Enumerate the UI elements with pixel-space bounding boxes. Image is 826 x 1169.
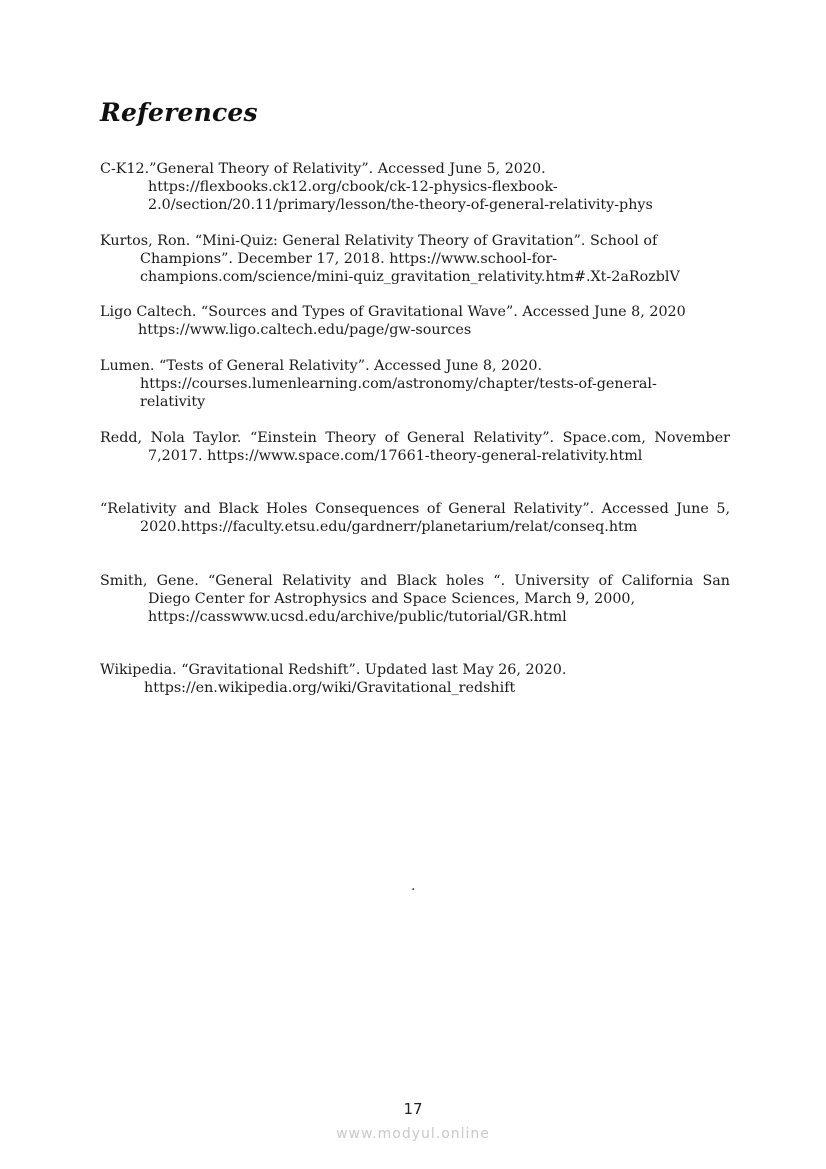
reference-link[interactable]: 7,2017. https://www.space.com/17661-theory-general-relativity.html: [148, 448, 643, 464]
reference-line: Smith, Gene. “General Relativity and Black holes “. University of California San: [100, 573, 730, 589]
reference-entry-ck12: [100, 160, 730, 214]
reference-entry-kurtos: [100, 232, 730, 286]
reference-line: Redd, Nola Taylor. “Einstein Theory of General Relativity”. Space.com, November: [100, 430, 730, 446]
reference-line: Wikipedia. “Gravitational Redshift”. Updated last May 26, 2020.: [100, 662, 567, 678]
page-title: References: [100, 98, 258, 127]
reference-entry-ligo-caltech: [100, 303, 730, 339]
reference-entry-etsu: [100, 500, 730, 536]
reference-link[interactable]: champions.com/science/mini-quiz_gravitation_relativity.htm#.Xt-2aRozblV: [140, 269, 680, 285]
reference-line: Diego Center for Astrophysics and Space Sciences, March 9, 2000,: [148, 591, 636, 607]
reference-link[interactable]: https://flexbooks.ck12.org/cbook/ck-12-physics-flexbook-: [148, 179, 558, 195]
reference-entry-smith: [100, 572, 730, 626]
reference-line[interactable]: Champions”. December 17, 2018. https://www.school-for-: [140, 251, 558, 267]
reference-link[interactable]: https://courses.lumenlearning.com/astronomy/chapter/tests-of-general-: [140, 376, 657, 392]
reference-entry-redd: [100, 429, 730, 465]
reference-entry-wikipedia: [100, 661, 730, 697]
reference-line: Kurtos, Ron. “Mini-Quiz: General Relativity Theory of Gravitation”. School of: [100, 233, 658, 249]
page-number: 17: [403, 1100, 423, 1118]
reference-link[interactable]: 2020.https://faculty.etsu.edu/gardnerr/planetarium/relat/conseq.htm: [140, 519, 638, 535]
reference-line: C-K12.”General Theory of Relativity”. Accessed June 5, 2020.: [100, 161, 546, 177]
reference-line: Ligo Caltech. “Sources and Types of Gravitational Wave”. Accessed June 8, 2020: [100, 304, 686, 320]
reference-link[interactable]: https://casswww.ucsd.edu/archive/public/tutorial/GR.html: [148, 609, 567, 625]
reference-link[interactable]: relativity: [140, 394, 206, 410]
reference-link[interactable]: https://www.ligo.caltech.edu/page/gw-sources: [138, 322, 472, 338]
reference-line: “Relativity and Black Holes Consequences of General Relativity”. Accessed June 5,: [100, 501, 730, 517]
watermark: www.modyul.online: [336, 1126, 490, 1142]
reference-line: Lumen. “Tests of General Relativity”. Accessed June 8, 2020.: [100, 358, 543, 374]
reference-link[interactable]: 2.0/section/20.11/primary/lesson/the-theory-of-general-relativity-phys: [148, 197, 653, 213]
reference-link[interactable]: https://en.wikipedia.org/wiki/Gravitational_redshift: [144, 680, 516, 696]
reference-entry-lumen: [100, 357, 730, 411]
stray-mark: .: [411, 878, 416, 894]
